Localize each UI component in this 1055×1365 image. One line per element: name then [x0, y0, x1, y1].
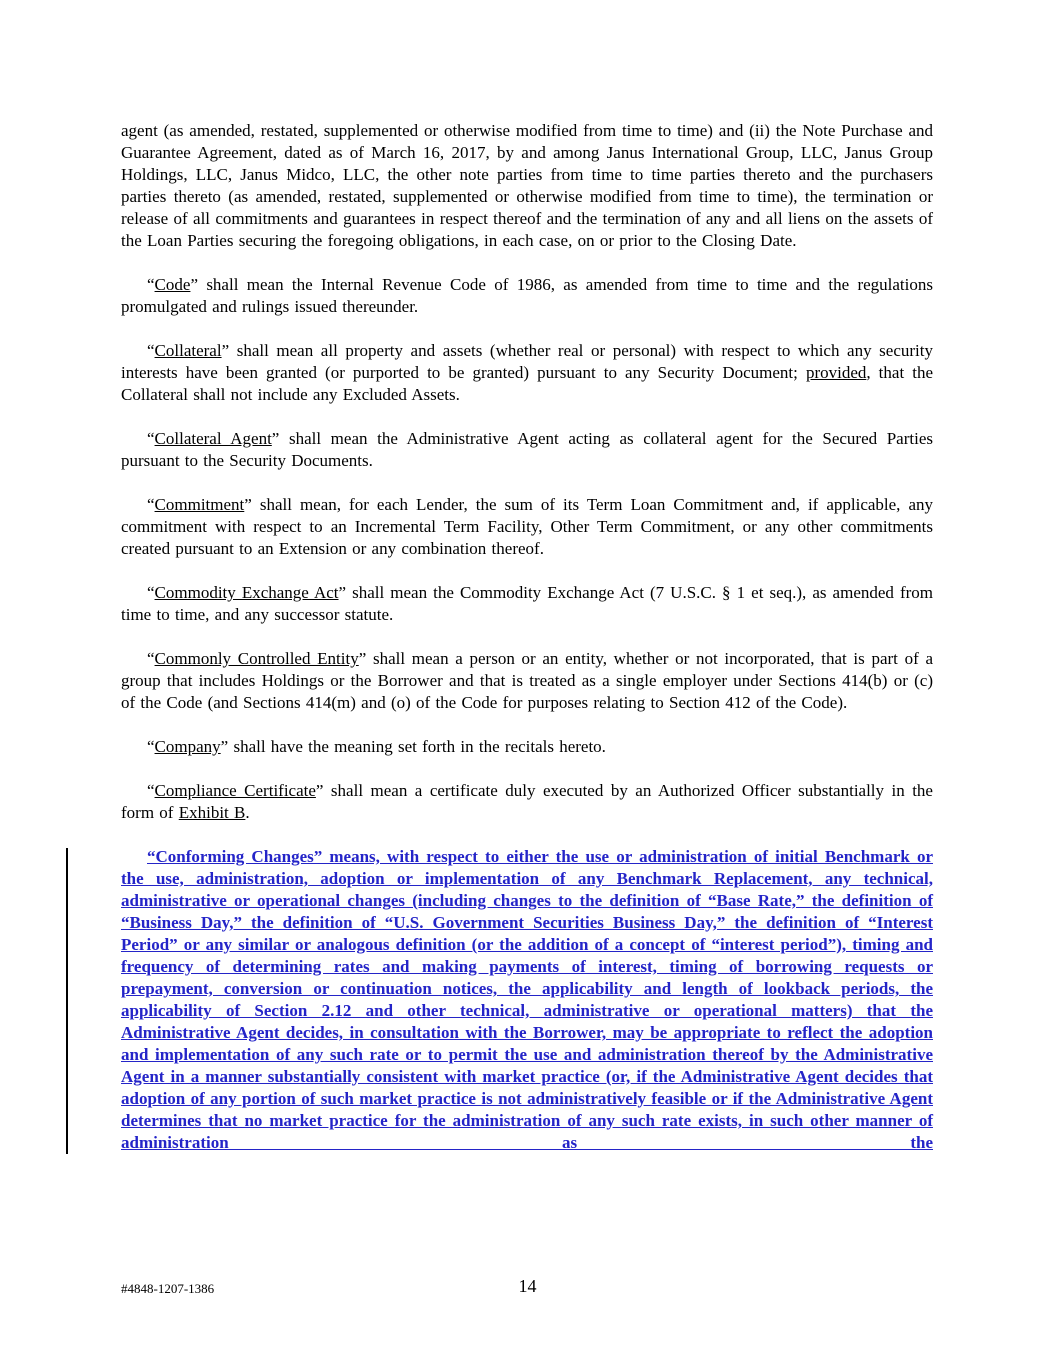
underlined-term: Commonly Controlled Entity: [154, 649, 359, 668]
document-body: [121, 120, 933, 1176]
text-run: , that the Collateral shall not include any Excluded Assets.: [121, 363, 933, 404]
definition-commitment: [121, 494, 933, 560]
underlined-term: provided: [805, 363, 867, 382]
text-run: ” shall mean a person or an entity, whether or not incorporated, that is part of a group that includes Holdings or the Borrower and that is treated as a single employer under Sections 414(b) or (c) of the Code (and Sections 414(m) and (o) of the Code for purposes relating to Section 412 of the Code).: [121, 649, 933, 712]
underlined-term: “Conforming Changes” means, with respect to either the use or administration of initial Benchmark or the use, administration, adoption or implementation of any Benchmark Replacement, any technical, administrative or operational changes (including changes to the definition of “Base Rate,” the definition of “Business Day,” the definition of “U.S. Government Securities Business Day,” the definition of “Interest Period” or any similar or analogous definition (or the addition of a concept of “interest period”), timing and frequency of determining rates and making payments of interest, timing of borrowing requests or prepayment, conversion or continuation notices, the applicability and length of lookback periods, the applicability of Section 2.12 and other technical, administrative or operational matters) that the Administrative Agent decides, in consultation with the Borrower, may be appropriate to reflect the adoption and implementation of any such rate or to permit the use and administration thereof by the Administrative Agent in a manner substantially consistent with market practice (or, if the Administrative Agent decides that adoption of any portion of such market practice is not administratively feasible or if the Administrative Agent determines that no market practice for the administration of any such rate exists, in such other manner of administration as the: [121, 847, 933, 1152]
text-run: “: [147, 649, 155, 668]
text-run: ” shall mean, for each Lender, the sum of its Term Loan Commitment and, if applicable, any commitment with respect to an Incremental Term Facility, Other Term Commitment, or any other commitments created pursuant to an Extension or any combination thereof.: [121, 495, 933, 558]
text-run: ” shall mean the Commodity Exchange Act (7 U.S.C. § 1 et seq.), as amended from time to time, and any successor statute.: [121, 583, 934, 624]
underlined-term: Compliance Certificate: [154, 781, 316, 800]
underlined-term: Exhibit B: [178, 803, 246, 822]
text-run: “: [147, 341, 155, 360]
revision-change-bar: [66, 848, 68, 1154]
definition-commonly-controlled-entity: [121, 648, 933, 714]
definition-collateral-agent: [121, 428, 933, 472]
text-run: ” shall have the meaning set forth in the recitals hereto.: [220, 737, 606, 756]
text-run: “: [147, 495, 155, 514]
text-run: agent (as amended, restated, supplemented or otherwise modified from time to time) and (ii) the Note Purchase and Guarantee Agreement, dated as of March 16, 2017, by and among Janus International Group, LLC, Janus Group Holdings, LLC, Janus Midco, LLC, the other note parties from time to time parties thereto and the purchasers parties thereto (as amended, restated, supplemented or otherwise modified from time to time), the termination or release of all commitments and guarantees in respect thereof and the termination of any and all liens on the assets of the Loan Parties securing the foregoing obligations, in each case, on or prior to the Closing Date.: [121, 121, 933, 250]
underlined-term: Company: [154, 737, 221, 756]
text-run: ” shall mean a certificate duly executed by an Authorized Officer substantially in the form of: [121, 781, 933, 822]
text-run: ” shall mean the Internal Revenue Code of 1986, as amended from time to time and the regulations promulgated and rulings issued thereunder.: [121, 275, 933, 316]
text-run: “: [147, 429, 155, 448]
text-run: “: [147, 781, 155, 800]
text-run: ” shall mean all property and assets (whether real or personal) with respect to which any security interests have been granted (or purported to be granted) pursuant to any Security Document;: [121, 341, 933, 382]
text-run: “: [147, 737, 155, 756]
definition-compliance-certificate: [121, 780, 933, 824]
definition-conforming-changes-inserted: [121, 846, 933, 1154]
underlined-term: Commitment: [154, 495, 245, 514]
definition-commodity-exchange-act: [121, 582, 933, 626]
text-run: ” shall mean the Administrative Agent acting as collateral agent for the Secured Parties pursuant to the Security Documents.: [121, 429, 933, 470]
definition-code: [121, 274, 933, 318]
text-run: “: [147, 275, 155, 294]
underlined-term: Commodity Exchange Act: [154, 583, 339, 602]
footer-document-number: #4848-1207-1386: [121, 1281, 215, 1296]
para-continuation: [121, 120, 933, 252]
footer-page-number: 14: [518, 1276, 537, 1296]
text-run: .: [245, 803, 250, 822]
underlined-term: Collateral Agent: [154, 429, 272, 448]
underlined-term: Code: [154, 275, 191, 294]
definition-company: [121, 736, 933, 758]
underlined-term: Collateral: [154, 341, 222, 360]
text-run: “: [147, 583, 155, 602]
definition-collateral: [121, 340, 933, 406]
